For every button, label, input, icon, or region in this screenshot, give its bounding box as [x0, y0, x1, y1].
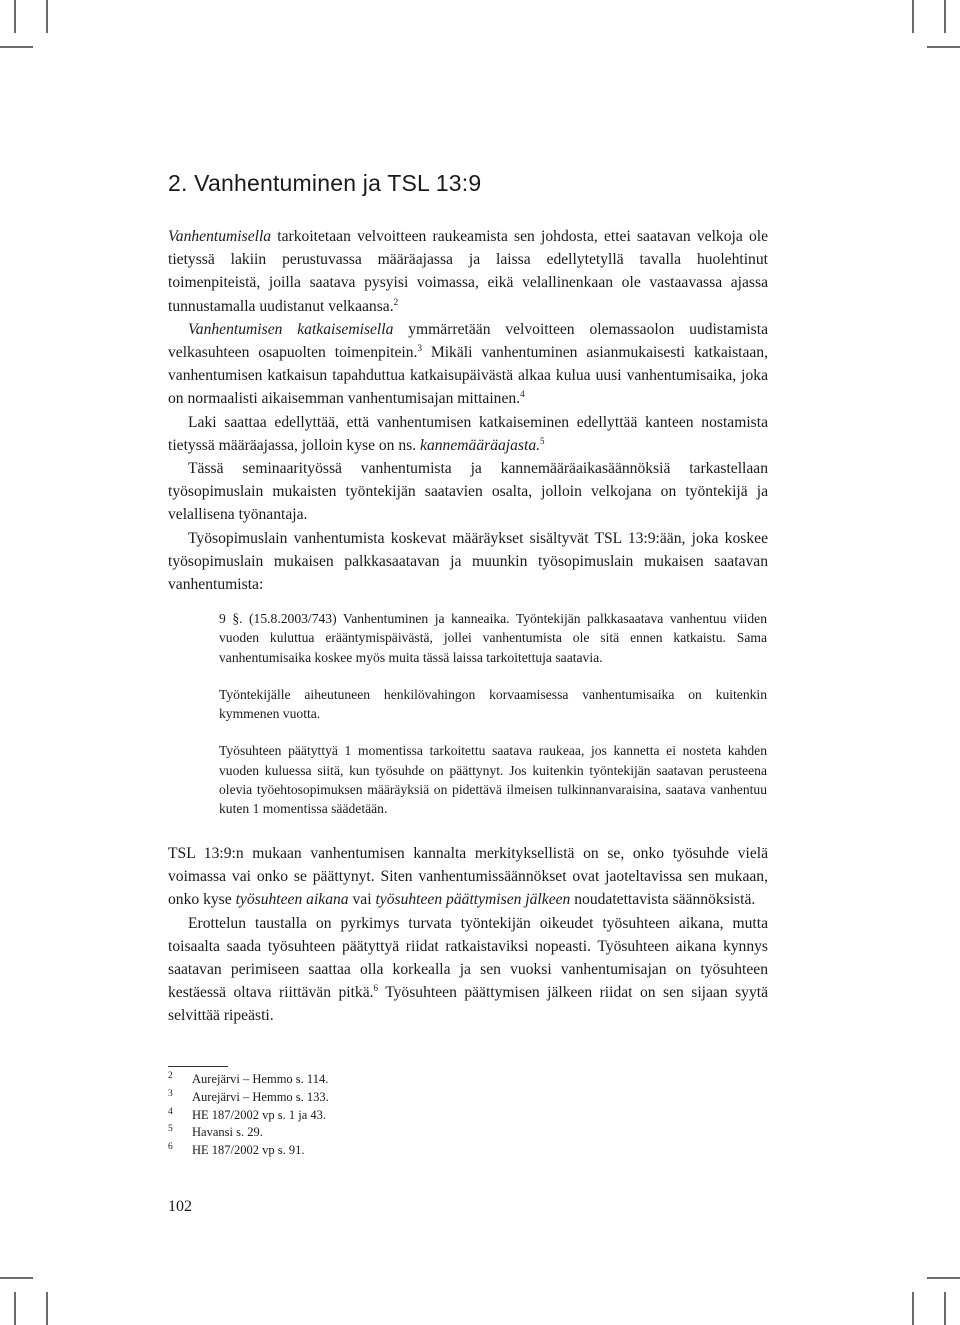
statute-quote	[219, 609, 767, 837]
quote-paragraph-2: Työntekijälle aiheutuneen henkilövahingon korvaamisessa vanhentumisaika on kuitenkin kymmenen vuotta.	[219, 686, 767, 722]
crop-mark-tl-h	[0, 46, 33, 48]
footnote-item: 3 Aurejärvi – Hemmo s. 133.	[168, 1088, 329, 1104]
footnote-item: 2 Aurejärvi – Hemmo s. 114.	[168, 1071, 329, 1086]
crop-mark-br-v	[912, 1292, 914, 1325]
after-paragraph-2: Erottelun taustalla on pyrkimys turvata työntekijän oikeudet työsuhteen aikana, mutta toisaalta saada työsuhteen päätyttyä riidat ratkaistaviksi nopeasti. Työsuhteen aikana kynnys saatavan perimiseen saattaa olla korkealla ja sen vuoksi vanhentumisajan on työsuhteen kestäessä oltava riittävän pitkä.$^6$ Työsuhteen päättymisen jälkeen riidat on sen sijaan syytä selvittää ripeästi.	[168, 914, 768, 1025]
after-paragraph-1: TSL 13:9:n mukaan vanhentumisen kannalta merkityksellistä on se, onko työsuhde vielä voimassa vai onko se päättynyt. Siten vanhentumissäännökset ovat jaoteltavissa sen mukaan, onko kyse työsuhteen aikana vai työsuhteen päättymisen jälkeen noudatettavista säännöksistä.	[168, 845, 768, 909]
page-number: 102	[168, 1198, 192, 1215]
crop-mark-tr-v	[912, 0, 914, 33]
footnote-item: 5 Havansi s. 29.	[168, 1124, 263, 1140]
crop-mark-br-v2	[944, 1292, 946, 1325]
footnote-ref: 6	[373, 983, 379, 994]
footnotes	[168, 1071, 568, 1160]
term-vanhentumisella: Vanhentumisella	[168, 228, 272, 245]
term-kannemaaraajasta: kannemääräajasta.	[420, 436, 541, 454]
crop-mark-bl-v	[14, 1292, 16, 1325]
footnote-ref: 4	[520, 389, 525, 400]
footnote-ref: 5	[540, 435, 545, 446]
crop-mark-tr-h	[927, 46, 960, 48]
footnote-ref: 2	[393, 296, 399, 307]
footnote-item: 4 HE 187/2002 vp s. 1 ja 43.	[168, 1106, 327, 1122]
intro-paragraph-5: Työsopimuslain vanhentumista koskevat määräykset sisältyvät TSL 13:9:ään, joka koskee työsopimuslain mukaisen palkkasaatavan ja muunkin työsopimuslain mukaisen saatavan vanhentumista:	[168, 529, 768, 594]
crop-mark-bl-h	[0, 1277, 33, 1279]
intro-paragraph-2: Vanhentumisen katkaisemisella ymmärretään velvoitteen olemassaolon uudistamista velkasuhteen osapuolten toimenpitein.$^3$ Mikäli vanhentuminen asianmukaisesti katkaistaan, vanhentumisen katkaisun tapahduttua katkaisupäivästä alkaa kulua uusi vanhentumisaika, joka on normaalisti aikaisemman vanhentumisajan mittainen.$^4$	[168, 320, 769, 408]
quote-paragraph-3: Työsuhteen päätyttyä 1 momentissa tarkoitettu saatava raukeaa, jos kannetta ei nosteta kahden vuoden kuluessa siitä, kun työsuhde on päättynyt. Jos kuitenkin työntekijän saatavan perusteena olevia työehtosopimuksen määräyksiä on pidettävä ilmeisen tulkinnanvaraisina, saatava vanhentuu kuten 1 momentissa säädetään.	[219, 743, 767, 817]
quote-paragraph-1: 9 §. (15.8.2003/743) Vanhentuminen ja kanneaika. Työntekijän palkkasaatava vanhentuu viiden vuoden kuluttua erääntymispäivästä, jollei vanhentumista ole sitä ennen katkaistu. Sama vanhentumisaika koskee myös muita tässä laissa tarkoitettuja saatavia.	[219, 611, 767, 665]
section-heading: 2. Vanhentuminen ja TSL 13:9	[168, 170, 482, 196]
after-text	[168, 842, 768, 1028]
term-katkaisemisella: Vanhentumisen katkaisemisella	[188, 320, 394, 338]
crop-mark-tr-v2	[944, 0, 946, 33]
footnote-divider	[168, 1066, 228, 1067]
crop-mark-br-h	[927, 1277, 960, 1279]
crop-mark-bl-v2	[46, 1292, 48, 1325]
intro-paragraph-4: Tässä seminaarityössä vanhentumista ja kannemääräaikasäännöksiä tarkastellaan työsopimuslain mukaisten työntekijän saatavien osalta, jolloin velkojana on työntekijä ja velallisena työnantaja.	[168, 460, 768, 524]
intro-paragraph-3: Laki saattaa edellyttää, että vanhentumisen katkaiseminen edellyttää kanteen nostamista tietyssä määräajassa, jolloin kyse on ns. kannemääräajasta.$^5$	[168, 413, 768, 454]
intro-text	[168, 225, 768, 596]
footnote-item: 6 HE 187/2002 vp s. 91.	[168, 1142, 305, 1158]
footnote-ref: 3	[417, 343, 422, 354]
intro-paragraph-1: Vanhentumisella tarkoitetaan velvoitteen raukeamista sen johdosta, ettei saatavan velkoja ole tietyssä lakiin perustuvassa määräajassa ja laissa edellytetyllä tavalla huolehtinut toimenpiteistä, joilla saatava pysyisi voimassa, eikä velallinenkaan ole vastaavassa ajassa tunnustamalla uudistanut velkaansa.$^2$	[168, 228, 768, 315]
crop-mark-tl-v	[14, 0, 16, 33]
crop-mark-tl-v2	[46, 0, 48, 33]
